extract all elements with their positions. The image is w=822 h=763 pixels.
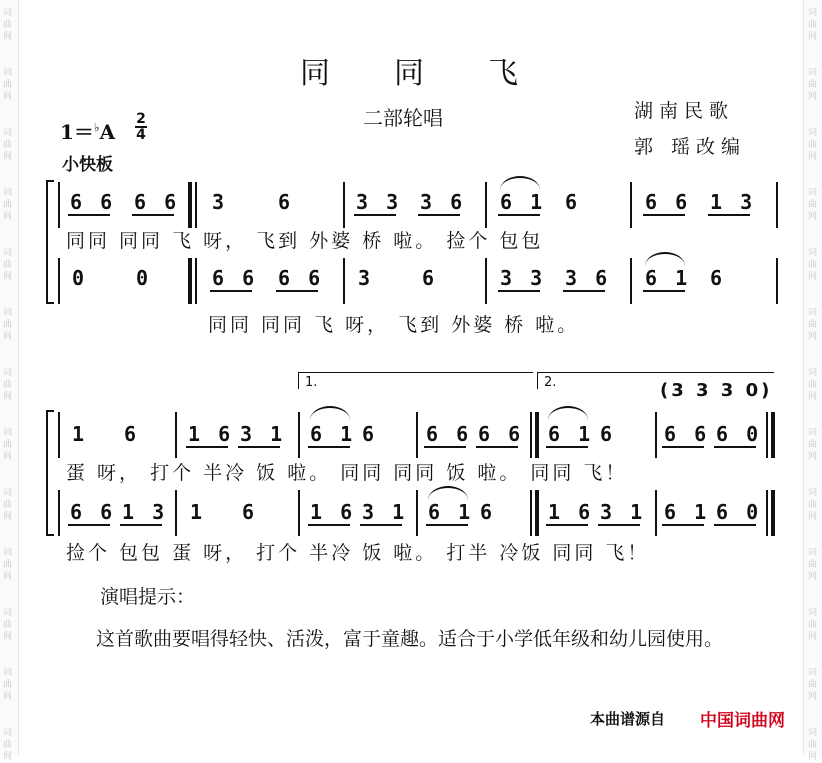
beam xyxy=(498,290,540,292)
beam xyxy=(308,446,350,448)
beam xyxy=(598,524,640,526)
repeat-end xyxy=(535,490,539,536)
note-group: 6 xyxy=(362,422,378,446)
repeat-start xyxy=(188,182,192,228)
beam xyxy=(662,446,704,448)
barline xyxy=(175,490,177,536)
beam xyxy=(68,214,110,216)
watermark-char: 词 xyxy=(3,8,13,18)
barline xyxy=(416,412,418,458)
barline xyxy=(485,258,487,304)
volta-second-ending: 2. xyxy=(537,372,774,389)
watermark-char: 曲 xyxy=(808,440,818,450)
watermark-char: 网 xyxy=(3,692,13,702)
beam xyxy=(418,214,460,216)
watermark-char: 曲 xyxy=(808,620,818,630)
watermark-char: 曲 xyxy=(808,200,818,210)
time-signature: 2 4 xyxy=(136,111,146,143)
beam xyxy=(276,290,318,292)
watermark-char: 网 xyxy=(808,272,818,282)
slur xyxy=(548,406,588,420)
watermark-char: 词 xyxy=(808,8,818,18)
beam xyxy=(476,446,518,448)
note-group: 6 1 xyxy=(310,422,356,446)
beam xyxy=(68,524,110,526)
watermark-char: 词 xyxy=(808,128,818,138)
barline xyxy=(195,182,197,228)
watermark-char: 词 xyxy=(3,68,13,78)
watermark-char: 曲 xyxy=(808,380,818,390)
subtitle: 二部轮唱 xyxy=(363,106,443,130)
note-group: 6 6 xyxy=(134,190,180,214)
note-group: 1 6 xyxy=(548,500,594,524)
watermark-char: 网 xyxy=(3,332,13,342)
note-group: 6 xyxy=(565,190,581,214)
watermark-char: 曲 xyxy=(808,140,818,150)
note-group: 3 6 xyxy=(420,190,466,214)
lyrics-line: 蛋 呀， 打个 半冷 饭 啦。 同同 同同 饭 啦。 同同 飞！ xyxy=(66,462,628,484)
watermark-char: 词 xyxy=(3,188,13,198)
slur xyxy=(500,176,540,190)
barline xyxy=(58,258,60,304)
watermark-char: 网 xyxy=(3,212,13,222)
volta-first-ending: 1. xyxy=(298,372,533,389)
note-group: 6 6 xyxy=(426,422,472,446)
note-group: 3 6 xyxy=(565,266,611,290)
note-group: 6 6 xyxy=(212,266,258,290)
right-watermark-strip xyxy=(803,0,822,762)
beam xyxy=(643,214,685,216)
final-barline xyxy=(771,412,775,458)
watermark-char: 词 xyxy=(3,308,13,318)
watermark-char: 词 xyxy=(808,428,818,438)
note-group: 6 xyxy=(278,190,294,214)
note-group: 1 xyxy=(190,500,206,524)
beam xyxy=(426,524,468,526)
watermark-char: 网 xyxy=(3,32,13,42)
watermark-char: 网 xyxy=(3,752,13,762)
slur xyxy=(645,252,685,266)
ossia-notes: (3 3 3 0) xyxy=(660,380,773,401)
barline xyxy=(485,182,487,228)
watermark-char: 网 xyxy=(808,512,818,522)
watermark-char: 网 xyxy=(808,92,818,102)
barline xyxy=(58,490,60,536)
repeat-end xyxy=(535,412,539,458)
beam xyxy=(714,524,756,526)
watermark-char: 曲 xyxy=(808,20,818,30)
watermark-char: 网 xyxy=(808,212,818,222)
watermark-char: 曲 xyxy=(3,620,13,630)
watermark-char: 网 xyxy=(3,512,13,522)
barline xyxy=(630,258,632,304)
note-group: 6 6 xyxy=(70,500,116,524)
watermark-char: 曲 xyxy=(808,500,818,510)
watermark-char: 曲 xyxy=(3,320,13,330)
watermark-char: 曲 xyxy=(3,80,13,90)
note-group: 0 xyxy=(136,266,152,290)
watermark-char: 词 xyxy=(808,488,818,498)
arranger-credit: 郭 瑶改编 xyxy=(634,136,747,158)
note-group: 3 xyxy=(212,190,228,214)
watermark-char: 词 xyxy=(808,608,818,618)
note-group: 6 1 xyxy=(428,500,474,524)
watermark-char: 曲 xyxy=(3,500,13,510)
watermark-char: 曲 xyxy=(3,440,13,450)
song-title: 同 同 飞 xyxy=(300,56,522,91)
watermark-char: 曲 xyxy=(3,20,13,30)
note-group: 6 xyxy=(422,266,438,290)
note-group: 6 6 xyxy=(645,190,691,214)
watermark-char: 词 xyxy=(808,728,818,738)
note-group: 1 xyxy=(72,422,88,446)
watermark-char: 词 xyxy=(808,308,818,318)
barline xyxy=(343,258,345,304)
beam xyxy=(563,290,605,292)
barline xyxy=(416,490,418,536)
watermark-char: 词 xyxy=(3,728,13,738)
note-group: 6 xyxy=(242,500,258,524)
beam xyxy=(354,214,396,216)
watermark-char: 曲 xyxy=(3,140,13,150)
watermark-char: 网 xyxy=(808,452,818,462)
note-group: 6 1 xyxy=(500,190,546,214)
beam xyxy=(662,524,704,526)
watermark-char: 网 xyxy=(3,572,13,582)
watermark-char: 网 xyxy=(808,752,818,762)
barline xyxy=(655,412,657,458)
note-group: 6 6 xyxy=(70,190,116,214)
watermark-char: 网 xyxy=(808,152,818,162)
barline xyxy=(175,412,177,458)
beam xyxy=(546,446,588,448)
note-group: 6 6 xyxy=(664,422,710,446)
beam xyxy=(210,290,252,292)
watermark-char: 曲 xyxy=(808,560,818,570)
watermark-char: 词 xyxy=(808,668,818,678)
barline xyxy=(776,182,778,228)
slur xyxy=(310,406,350,420)
system-brace xyxy=(46,180,54,304)
watermark-char: 词 xyxy=(3,248,13,258)
tips-body: 这首歌曲要唱得轻快、活泼，富于童趣。适合于小学低年级和幼儿园使用。 xyxy=(96,628,724,650)
note-group: 6 1 xyxy=(548,422,594,446)
note-group: 6 xyxy=(480,500,496,524)
note-group: 6 xyxy=(124,422,140,446)
note-group: 3 xyxy=(358,266,374,290)
watermark-char: 曲 xyxy=(808,740,818,750)
note-group: 6 6 xyxy=(278,266,324,290)
watermark-char: 曲 xyxy=(3,560,13,570)
barline xyxy=(58,412,60,458)
barline xyxy=(776,258,778,304)
beam xyxy=(308,524,350,526)
watermark-char: 词 xyxy=(3,668,13,678)
note-group: 6 1 xyxy=(645,266,691,290)
watermark-char: 曲 xyxy=(3,380,13,390)
beam xyxy=(120,524,162,526)
barline xyxy=(655,490,657,536)
watermark-char: 网 xyxy=(808,692,818,702)
watermark-char: 网 xyxy=(808,392,818,402)
watermark-char: 词 xyxy=(808,188,818,198)
repeat-end xyxy=(530,490,532,536)
beam xyxy=(132,214,174,216)
watermark-char: 网 xyxy=(3,452,13,462)
note-group: 1 6 xyxy=(188,422,234,446)
watermark-char: 曲 xyxy=(808,680,818,690)
note-group: 3 1 xyxy=(240,422,286,446)
watermark-char: 曲 xyxy=(808,320,818,330)
origin-credit: 湖南民歌 xyxy=(634,100,735,122)
watermark-char: 词 xyxy=(808,68,818,78)
note-group: 1 6 xyxy=(310,500,356,524)
lyrics-line: 同同 同同 飞 呀， 飞到 外婆 桥 啦。 捡个 包包 xyxy=(66,230,544,252)
beam xyxy=(546,524,588,526)
barline xyxy=(630,182,632,228)
beam xyxy=(238,446,280,448)
watermark-char: 词 xyxy=(3,128,13,138)
note-group: 1 3 xyxy=(710,190,756,214)
watermark-char: 曲 xyxy=(3,740,13,750)
note-group: 6 6 xyxy=(478,422,524,446)
note-group: 6 0 xyxy=(716,422,762,446)
watermark-char: 词 xyxy=(3,428,13,438)
watermark-char: 网 xyxy=(808,632,818,642)
tips-heading: 演唱提示： xyxy=(100,586,196,608)
barline xyxy=(298,412,300,458)
note-group: 6 xyxy=(600,422,616,446)
slur xyxy=(428,486,468,500)
note-group: 3 3 xyxy=(500,266,546,290)
beam xyxy=(360,524,402,526)
watermark-char: 网 xyxy=(3,92,13,102)
beam xyxy=(714,446,756,448)
watermark-char: 词 xyxy=(808,368,818,378)
watermark-char: 曲 xyxy=(808,260,818,270)
watermark-char: 网 xyxy=(3,152,13,162)
beam xyxy=(498,214,540,216)
note-group: 6 1 xyxy=(664,500,710,524)
watermark-char: 网 xyxy=(3,632,13,642)
beam xyxy=(186,446,228,448)
final-barline xyxy=(766,490,768,536)
note-group: 6 0 xyxy=(716,500,762,524)
watermark-char: 曲 xyxy=(808,80,818,90)
final-barline xyxy=(766,412,768,458)
beam xyxy=(424,446,466,448)
note-group: 3 1 xyxy=(600,500,646,524)
lyrics-line: 同同 同同 飞 呀， 飞到 外婆 桥 啦。 xyxy=(208,314,580,336)
repeat-end xyxy=(530,412,532,458)
watermark-char: 词 xyxy=(3,368,13,378)
watermark-char: 网 xyxy=(808,332,818,342)
watermark-char: 词 xyxy=(808,548,818,558)
watermark-char: 网 xyxy=(808,32,818,42)
note-group: 1 3 xyxy=(122,500,168,524)
barline xyxy=(58,182,60,228)
left-watermark-strip xyxy=(0,0,19,762)
watermark-char: 词 xyxy=(808,248,818,258)
watermark-char: 词 xyxy=(3,488,13,498)
beam xyxy=(643,290,685,292)
barline xyxy=(343,182,345,228)
barline xyxy=(195,258,197,304)
tempo-marking: 小快板 xyxy=(62,155,113,175)
note-group: 6 xyxy=(710,266,726,290)
watermark-char: 词 xyxy=(3,548,13,558)
watermark-char: 词 xyxy=(3,608,13,618)
final-barline xyxy=(771,490,775,536)
watermark-char: 曲 xyxy=(3,200,13,210)
watermark-char: 网 xyxy=(808,572,818,582)
note-group: 3 1 xyxy=(362,500,408,524)
watermark-char: 网 xyxy=(3,272,13,282)
note-group: 0 xyxy=(72,266,88,290)
beam xyxy=(708,214,750,216)
watermark-char: 曲 xyxy=(3,260,13,270)
repeat-start xyxy=(188,258,192,304)
site-link[interactable]: 中国词曲网 xyxy=(700,711,785,731)
key-signature: 1＝♭A xyxy=(60,120,116,144)
watermark-char: 曲 xyxy=(3,680,13,690)
watermark-char: 网 xyxy=(3,392,13,402)
note-group: 3 3 xyxy=(356,190,402,214)
system-brace xyxy=(46,410,54,536)
lyrics-line: 捡个 包包 蛋 呀， 打个 半冷 饭 啦。 打半 冷饭 同同 飞！ xyxy=(66,542,650,564)
source-label: 本曲谱源自 xyxy=(590,710,666,728)
barline xyxy=(298,490,300,536)
